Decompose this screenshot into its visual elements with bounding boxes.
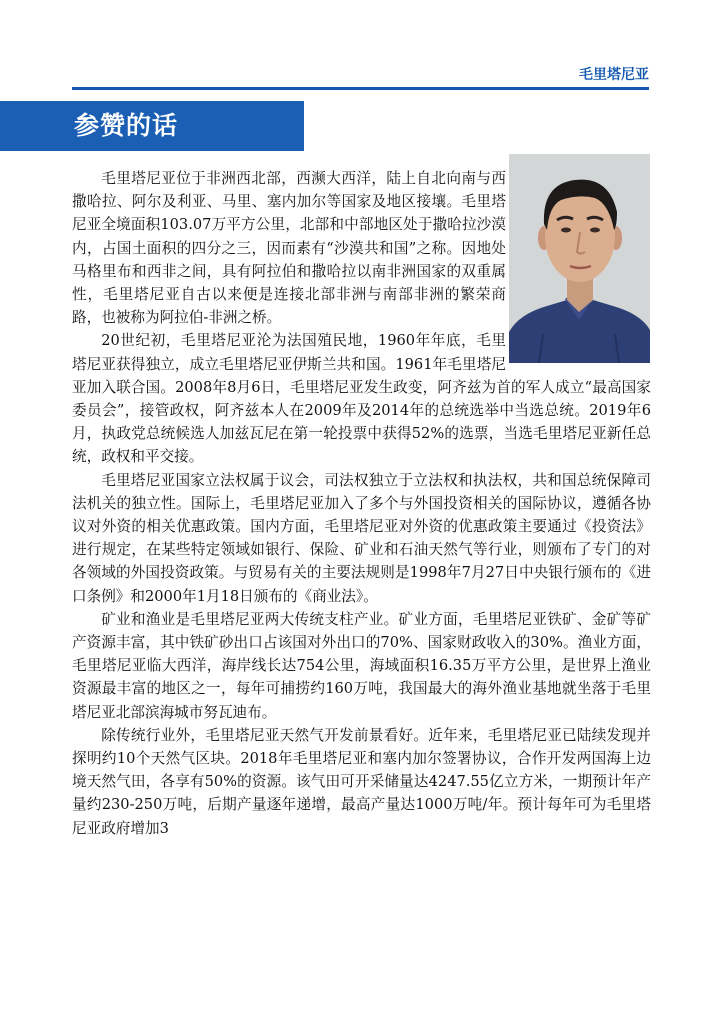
paragraph-gas: 除传统行业外，毛里塔尼亚天然气开发前景看好。近年来，毛里塔尼亚已陆续发现并探明约10个天然气区块。2018年毛里塔尼亚和塞内加尔签署协议，合作开发两国海上边境天然气田，各享有50%的资源。该气田可开采储量达4247.55亿立方米，一期预计年产量约230-250万吨，后期产量逐年递增，最高产量达1000万吨/年。预计每年可为毛里塔尼亚政府增加3 <box>72 726 651 837</box>
paragraph-geography: 毛里塔尼亚位于非洲西北部，西濒大西洋，陆上自北向南与西撒哈拉、阿尔及利亚、马里、塞内加尔等国家及地区接壤。毛里塔尼亚全境面积103.07万平方公里，北部和中部地区处于撒哈拉沙漠内，占国土面积的四分之三，因而素有“沙漠共和国”之称。因地处马格里布和西非之间，具有阿拉伯和撒哈拉以南非洲国家的双重属性，毛里塔尼亚自古以来便是连接北部非洲与南部非洲的繁荣商路，也被称为阿拉伯-非洲之桥。 <box>72 170 506 327</box>
article-body <box>72 167 651 840</box>
header-rule <box>72 87 649 90</box>
section-title: 参赞的话 <box>74 111 179 140</box>
running-title: 毛里塔尼亚 <box>579 67 649 83</box>
section-title-banner <box>0 101 304 151</box>
portrait-spacer <box>506 167 651 360</box>
paragraph-industry: 矿业和渔业是毛里塔尼亚两大传统支柱产业。矿业方面，毛里塔尼亚铁矿、金矿等矿产资源丰富，其中铁矿砂出口占该国对外出口的70%、国家财政收入的30%。渔业方面，毛里塔尼亚临大西洋，海岸线长达754公里，海域面积16.35万平方公里，是世界上渔业资源最丰富的地区之一，每年可捕捞约160万吨，我国最大的海外渔业基地就坐落于毛里塔尼亚北部滨海城市努瓦迪布。 <box>72 610 651 721</box>
paragraph-history: 20世纪初，毛里塔尼亚沦为法国殖民地，1960年年底，毛里塔尼亚获得独立，成立毛里塔尼亚伊斯兰共和国。1961年毛里塔尼亚加入联合国。2008年8月6日，毛里塔尼亚发生政变，阿齐兹为首的军人成立“最高国家委员会”，接管政权，阿齐兹本人在2009年及2014年的总统选举中当选总统。2019年6月，执政党总统候选人加兹瓦尼在第一轮投票中获得52%的选票，当选毛里塔尼亚新任总统，政权和平交接。 <box>72 332 651 466</box>
paragraph-legal: 毛里塔尼亚国家立法权属于议会，司法权独立于立法权和执法权，共和国总统保障司法机关的独立性。国际上，毛里塔尼亚加入了多个与外国投资相关的国际协议，遵循各协议对外资的相关优惠政策。国内方面，毛里塔尼亚对外资的优惠政策主要通过《投资法》进行规定，在某些特定领域如银行、保险、矿业和石油天然气等行业，则颁布了专门的对各领域的外国投资政策。与贸易有关的主要法规则是1998年7月27日中央银行颁布的《进口条例》和2000年1月18日颁布的《商业法》。 <box>72 471 651 605</box>
